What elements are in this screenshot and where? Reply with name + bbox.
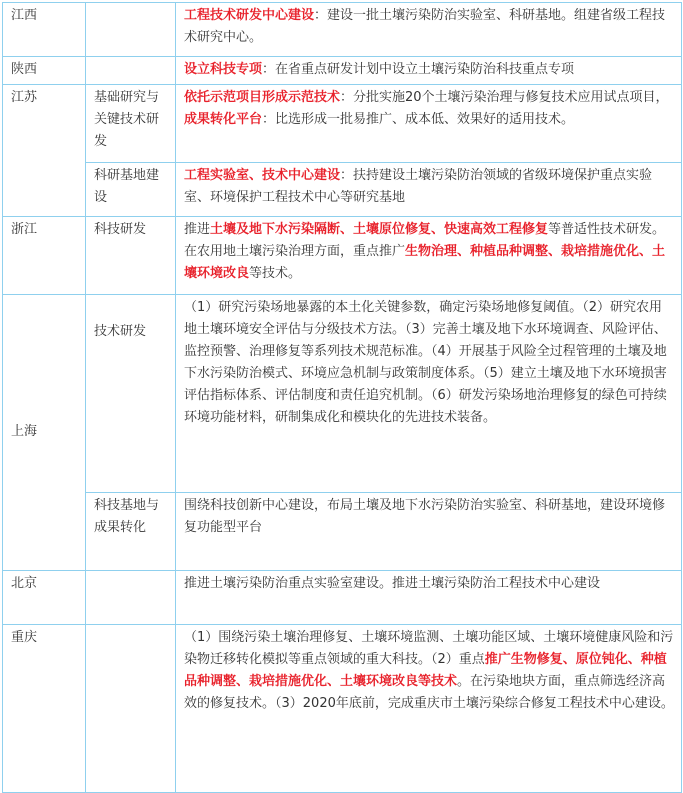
content-cell [176,85,682,163]
body-text: ：分批实施20个土壤污染治理与修复技术应用试点项目， [340,90,669,105]
category-cell: 科技基地与成果转化 [86,493,176,571]
body-text: ：在省重点研发计划中设立土壤污染防治科技重点专项 [262,62,575,77]
region-cell: 陕西 [3,57,86,85]
table-row [3,57,682,85]
content-cell [176,217,682,295]
body-text: （1）围绕污染土壤治理修复、土壤环境监测、土壤功能区域、土壤环境健康风险和污染物迁移转化模拟等重点领域的重大科技。（2）重点 [184,630,674,667]
highlight-text: 工程实验室、技术中心建设 [184,168,341,183]
body-text: （1）研究污染场地暴露的本土化关键参数，确定污染场地修复阈值。（2）研究农用地土壤环境安全评估与分级技术方法。（3）完善土壤及地下水环境调查、风险评估、监控预警、治理修复等系列技术规范标准。（4）开展基于风险全过程管理的土壤及地下水污染防治模式、环境应急机制与政策制度体系。（5）建立土壤及地下水环境损害评估指标体系、评估制度和责任追究机制。（6）研发污染场地治理修复的绿色可持续环境功能材料，研制集成化和模块化的先进技术装备。 [184,300,667,425]
region-cell: 浙江 [3,217,86,295]
content-cell [176,571,682,625]
category-cell [86,57,176,85]
region-cell: 重庆 [3,625,86,793]
table-row [3,163,682,217]
region-cell: 江苏 [3,85,86,217]
table-row [3,3,682,57]
category-cell: 技术研发 [86,295,176,493]
category-cell [86,3,176,57]
region-cell: 北京 [3,571,86,625]
table-row [3,217,682,295]
body-text: 推进土壤污染防治重点实验室建设。推进土壤污染防治工程技术中心建设 [184,576,601,591]
category-cell: 基础研究与关键技术研发 [86,85,176,163]
table-row [3,625,682,793]
body-text: 。在污染地块方面，重点筛选经济高效的修复技术。（3）2020年底前，完成重庆市土壤污染综合修复工程技术中心建设。 [184,674,674,711]
highlight-text: 依托示范项目形成示范技术 [184,90,341,105]
highlight-text: 生物治理、种植品种调整、栽培措施优化、土壤环境改良 [184,244,666,281]
category-cell: 科技研发 [86,217,176,295]
policy-table [2,2,682,793]
category-cell [86,625,176,793]
body-text: 围绕科技创新中心建设，布局土壤及地下水污染防治实验室、科研基地，建设环境修复功能型平台 [184,498,666,535]
content-cell [176,57,682,85]
table-row [3,493,682,571]
region-cell: 江西 [3,3,86,57]
category-cell: 科研基地建设 [86,163,176,217]
region-cell: 上海 [3,295,86,571]
content-cell [176,625,682,793]
body-text: 等普适性技术研发。在农用地土壤污染治理方面，重点推广 [184,222,666,259]
highlight-text: 土壤及地下水污染隔断、土壤原位修复、快速高效工程修复 [210,222,549,237]
table-row [3,295,682,493]
body-text: ：建设一批土壤污染防治实验室、科研基地。组建省级工程技术研究中心。 [184,8,666,45]
body-text: 等技术。 [249,266,302,281]
highlight-text: 工程技术研发中心建设 [184,8,315,23]
table-row [3,571,682,625]
content-cell [176,295,682,493]
body-text: ：扶持建设土壤污染防治领域的省级环境保护重点实验室、环境保护工程技术中心等研究基地 [184,168,653,205]
table-row [3,85,682,163]
content-cell [176,3,682,57]
body-text: ：比选形成一批易推广、成本低、效果好的适用技术。 [262,112,575,127]
body-text: 推进 [184,222,211,237]
content-cell [176,493,682,571]
content-cell [176,163,682,217]
highlight-text: 推广生物修复、原位钝化、种植品种调整、栽培措施优化、土壤环境改良等技术 [184,652,667,689]
highlight-text: 成果转化平台 [184,112,263,127]
category-cell [86,571,176,625]
highlight-text: 设立科技专项 [184,62,263,77]
